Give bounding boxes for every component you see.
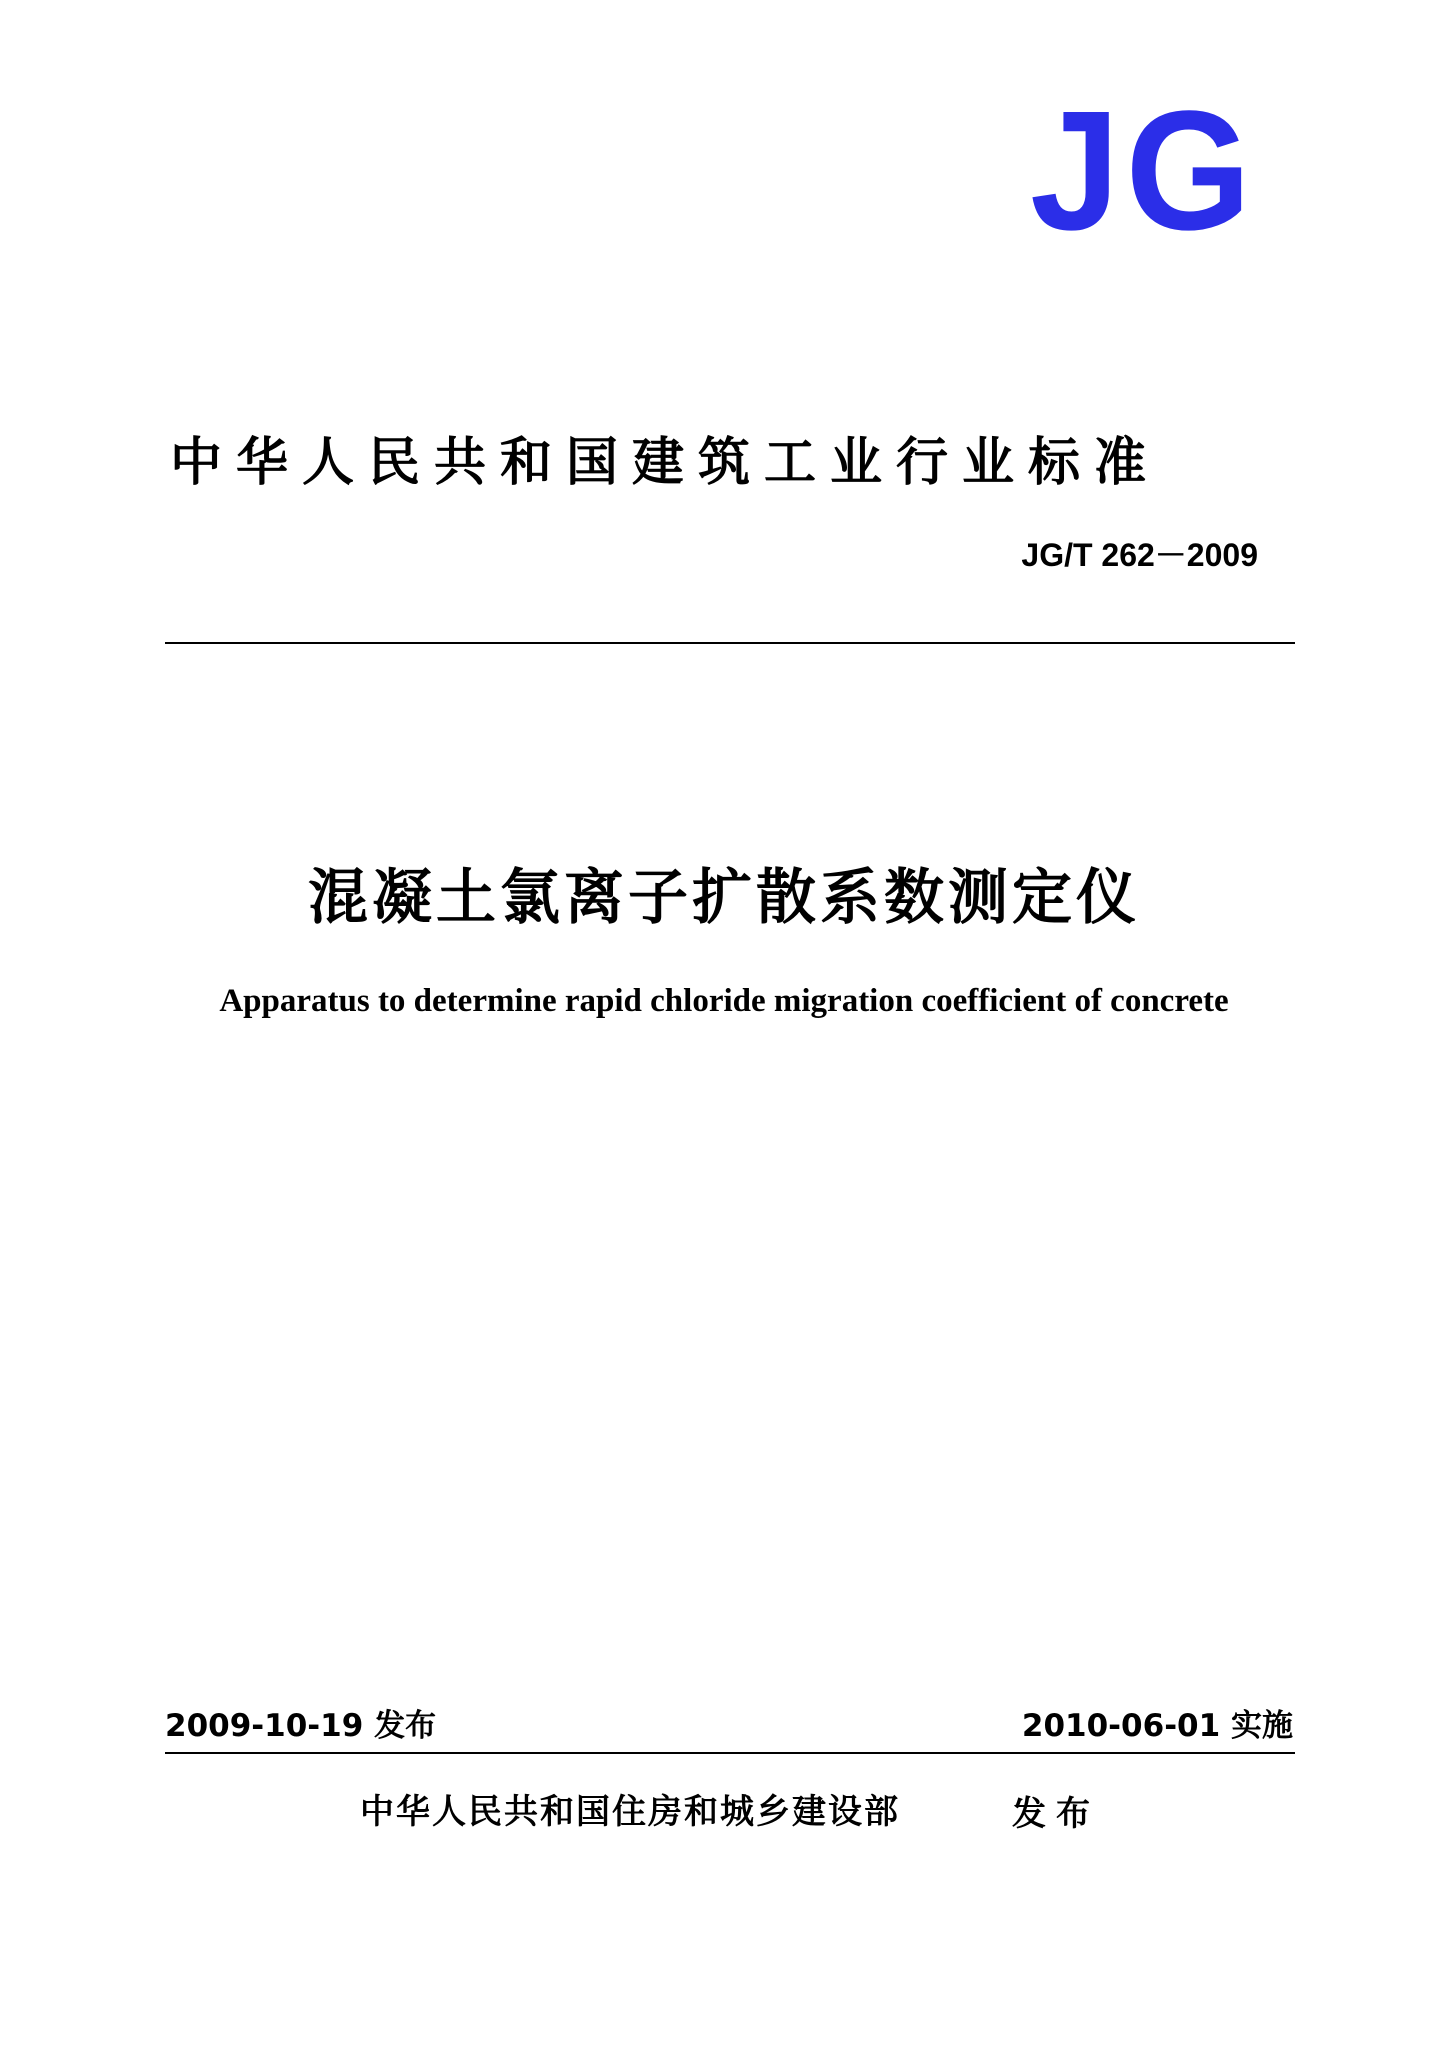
jg-logo: JG (1030, 76, 1257, 266)
top-divider (165, 642, 1295, 644)
standard-code: JG/T 262－2009 (1021, 537, 1258, 573)
publish-label: 发布 (1012, 1794, 1100, 1834)
issue-date: 2009-10-19 发布 (165, 1708, 437, 1744)
title-chinese: 混凝土氯离子扩散系数测定仪 (308, 863, 1140, 933)
bottom-divider (165, 1752, 1295, 1754)
effective-date: 2010-06-01 实施 (1021, 1708, 1293, 1744)
title-english: Apparatus to determine rapid chloride migration coefficient of concrete (219, 983, 1229, 1019)
publisher-name: 中华人民共和国住房和城乡建设部 (360, 1792, 900, 1832)
standard-category: 中华人民共和国建筑工业行业标准 (170, 433, 1161, 493)
